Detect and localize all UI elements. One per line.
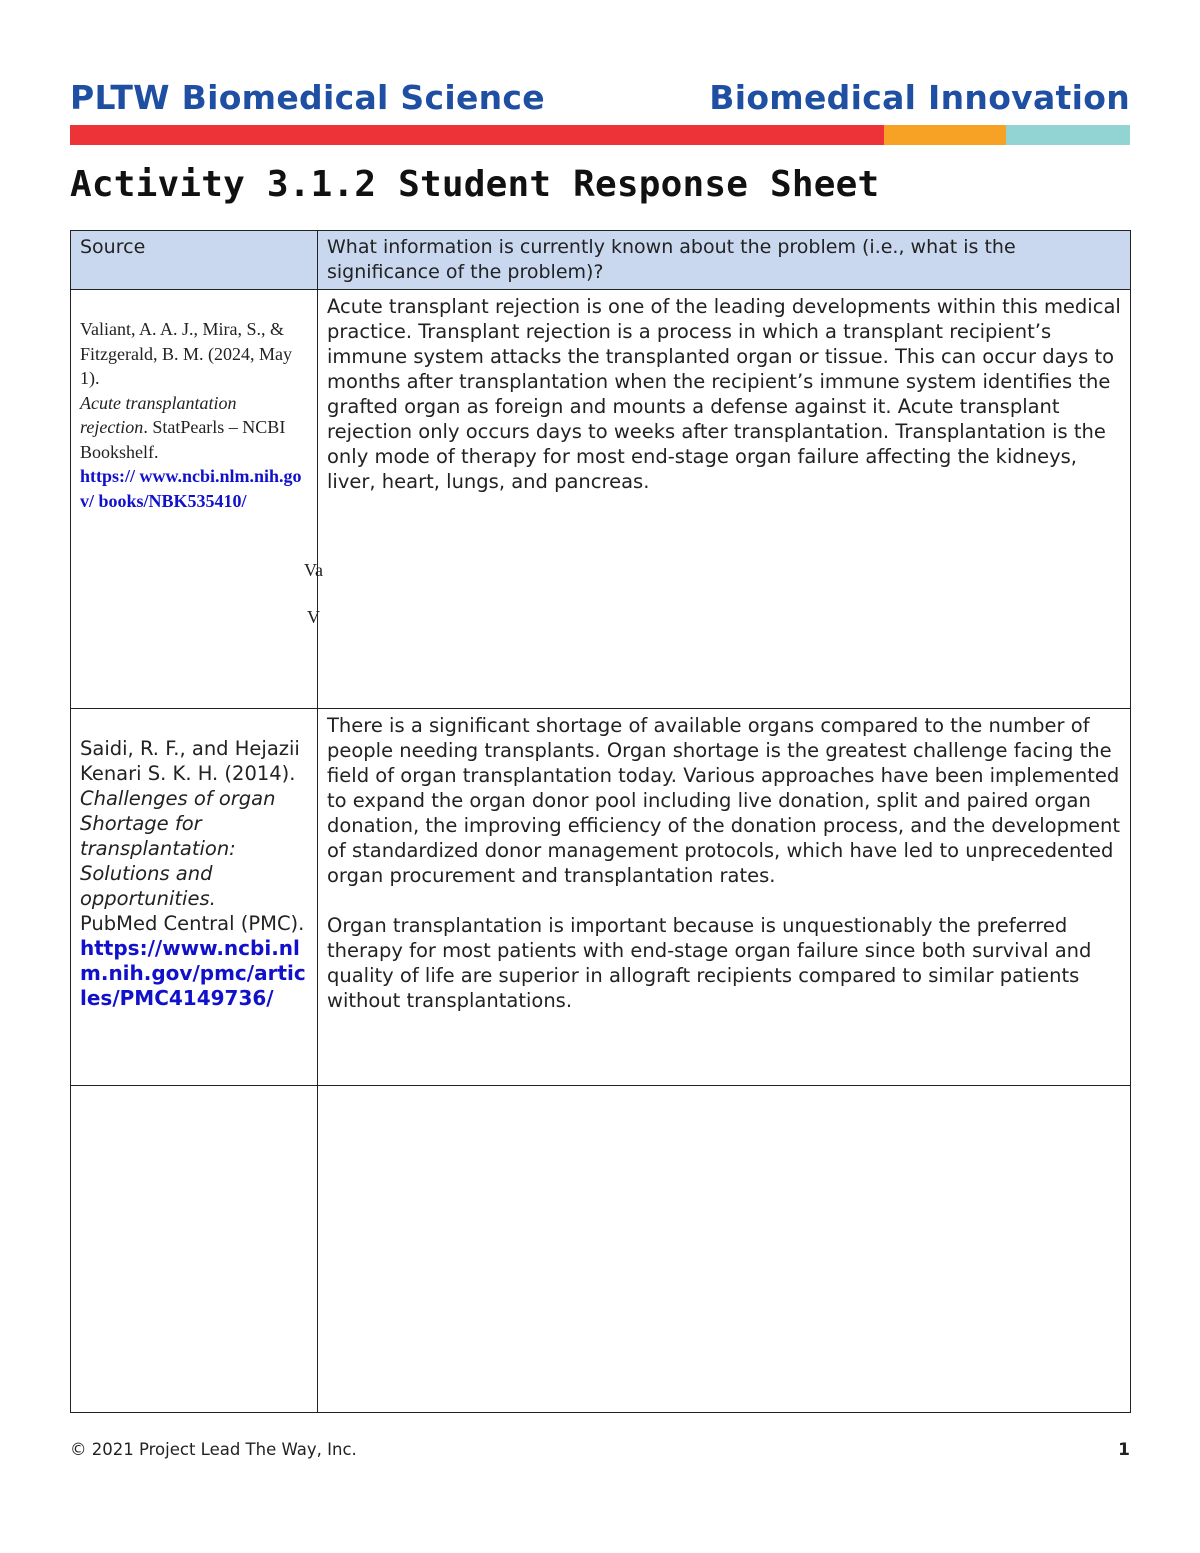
header-program-title: PLTW Biomedical Science xyxy=(70,78,545,117)
header-bar-red xyxy=(70,125,884,145)
citation-publisher: PubMed Central (PMC). xyxy=(80,912,305,935)
information-cell xyxy=(318,709,1131,1086)
citation-work: Acute transplantation rejection xyxy=(80,392,237,437)
information-paragraph: Acute transplant rejection is one of the leading developments within this medical practice. Transplant rejection is a process in which a transplant recipient’s immune system attacks the transplanted organ or tissue. This can occur days to months after transplantation when the recipient’s immune system identifies the grafted organ as foreign and mounts a defense against it. Acute transplant rejection only occurs days to weeks after transplantation. Transplantation is the only mode of therapy for most end-stage organ failure affecting the kidneys, liver, heart, lungs, and pancreas. xyxy=(327,295,1121,493)
header-course-title: Biomedical Innovation xyxy=(709,78,1130,117)
header-bar-orange xyxy=(884,125,1006,145)
information-cell-empty[interactable] xyxy=(318,1086,1131,1413)
header-information: What information is currently known about the problem (i.e., what is the significance of the problem)? xyxy=(318,231,1131,290)
citation-authors: Saidi, R. F., and Hejazii Kenari S. K. H. (2014). xyxy=(80,737,300,785)
information-paragraph: There is a significant shortage of available organs compared to the number of people needing transplants. Organ shortage is the greatest challenge facing the field of organ transplantation today. Various approaches have been implemented to expand the organ donor pool including live donation, split and paired organ donation, the improving efficiency of the donation process, and the development of standardized donor management protocols, which have led to unprecedented organ procurement and transplantation rates. xyxy=(327,714,1120,887)
source-cell xyxy=(71,709,318,1086)
citation-link[interactable]: https://www.ncbi.nlm.nih.gov/pmc/articles/PMC4149736/ xyxy=(80,936,306,1010)
citation xyxy=(80,736,308,1011)
citation-link[interactable]: https:// www.ncbi.nlm.nih.gov/ books/NBK535410/ xyxy=(80,466,302,511)
page-title: Activity 3.1.2 Student Response Sheet xyxy=(70,164,880,205)
table-row xyxy=(71,290,1131,709)
stray-text: V xyxy=(307,607,320,627)
citation-publisher: . StatPearls – NCBI Bookshelf. xyxy=(80,417,286,462)
citation-work: Challenges of organ Shortage for transplantation: Solutions and opportunities. xyxy=(80,787,276,910)
response-table xyxy=(70,230,1131,1413)
stray-text: Va xyxy=(304,560,323,580)
header-bar-teal xyxy=(1006,125,1130,145)
table-header-row xyxy=(71,231,1131,290)
table-row xyxy=(71,709,1131,1086)
source-cell xyxy=(71,290,318,709)
footer-page-number: 1 xyxy=(1118,1440,1130,1460)
table-row-empty xyxy=(71,1086,1131,1413)
information-paragraph: Organ transplantation is important because is unquestionably the preferred therapy for most patients with end-stage organ failure since both survival and quality of life are superior in allograft recipients compared to similar patients without transplantations. xyxy=(327,914,1092,1012)
citation-authors: Valiant, A. A. J., Mira, S., & Fitzgerald, B. M. (2024, May 1). xyxy=(80,319,292,388)
citation xyxy=(80,317,308,513)
information-cell xyxy=(318,290,1131,709)
source-cell-empty[interactable] xyxy=(71,1086,318,1413)
footer-copyright: © 2021 Project Lead The Way, Inc. xyxy=(70,1440,357,1459)
header-source: Source xyxy=(71,231,318,290)
